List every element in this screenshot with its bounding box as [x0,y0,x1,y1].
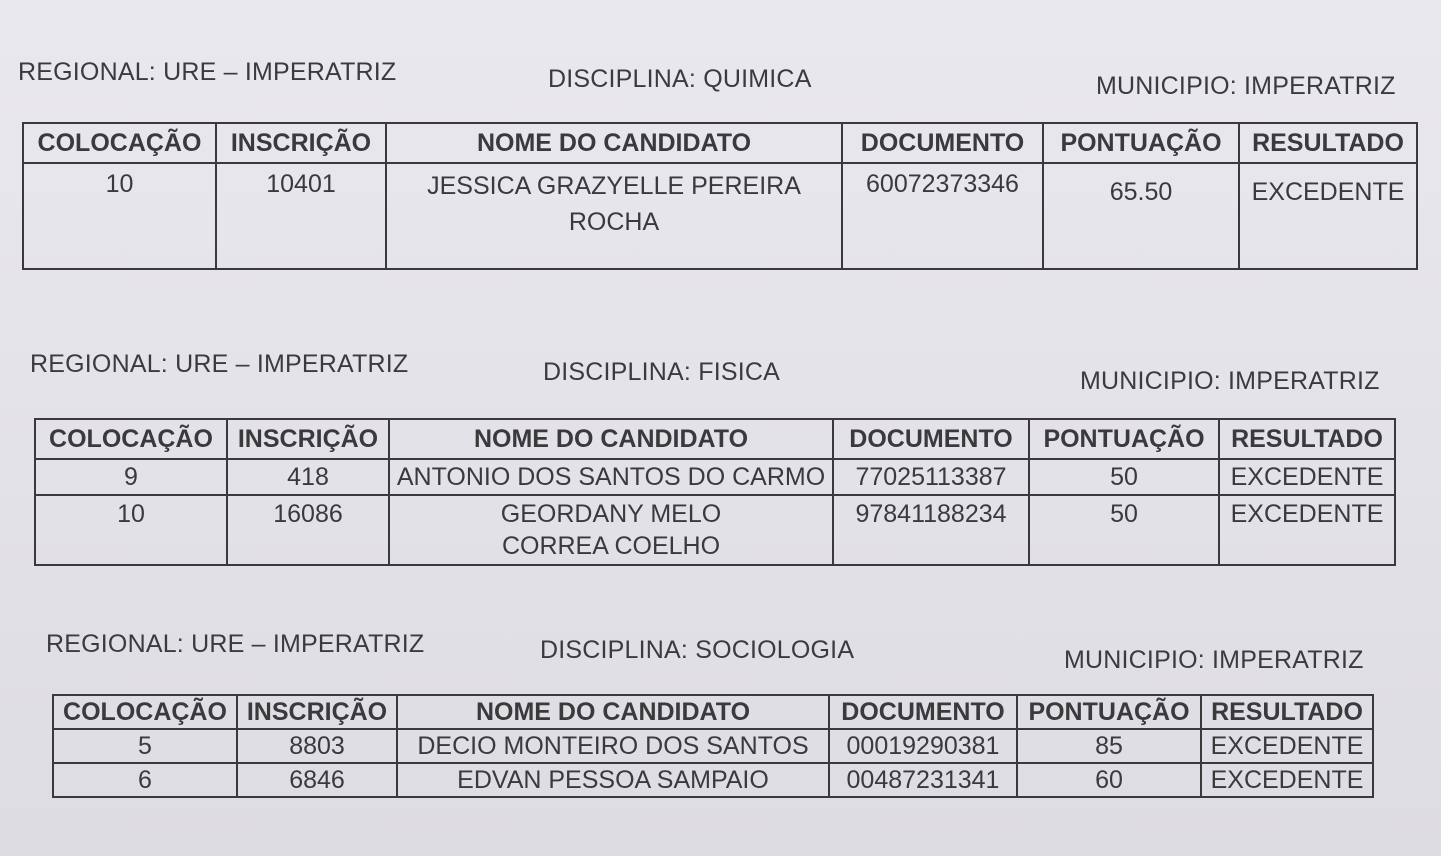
cell-pontuacao: 85 [1017,729,1201,763]
header-documento: DOCUMENTO [842,123,1043,163]
table-header-row [35,419,1395,459]
cell-documento: 00019290381 [829,729,1017,763]
cell-pontuacao: 60 [1017,763,1201,797]
header-resultado: RESULTADO [1219,419,1395,459]
cell-pontuacao: 65.50 [1043,163,1239,269]
results-table-fisica [34,418,1396,566]
cell-nome: GEORDANY MELO CORREA COELHO [389,495,833,565]
table-header-row [23,123,1417,163]
header-pontuacao: PONTUAÇÃO [1017,695,1201,729]
disciplina-label: DISCIPLINA: QUIMICA [548,65,812,93]
cell-nome: ANTONIO DOS SANTOS DO CARMO [389,459,833,495]
cell-pontuacao: 50 [1029,459,1219,495]
cell-colocacao: 10 [23,163,216,269]
header-nome: NOME DO CANDIDATO [397,695,829,729]
table-row [53,729,1373,763]
regional-label: REGIONAL: URE – IMPERATRIZ [46,630,425,658]
header-documento: DOCUMENTO [829,695,1017,729]
cell-documento: 97841188234 [833,495,1029,565]
cell-inscricao: 16086 [227,495,389,565]
cell-colocacao: 9 [35,459,227,495]
header-nome: NOME DO CANDIDATO [389,419,833,459]
table-row [35,495,1395,565]
header-pontuacao: PONTUAÇÃO [1043,123,1239,163]
header-nome: NOME DO CANDIDATO [386,123,842,163]
cell-resultado: EXCEDENTE [1239,163,1417,269]
disciplina-label: DISCIPLINA: FISICA [543,358,780,386]
table-row [23,163,1417,269]
regional-label: REGIONAL: URE – IMPERATRIZ [30,350,409,378]
cell-resultado: EXCEDENTE [1201,729,1373,763]
header-documento: DOCUMENTO [833,419,1029,459]
header-inscricao: INSCRIÇÃO [216,123,386,163]
cell-resultado: EXCEDENTE [1219,495,1395,565]
table-header-row [53,695,1373,729]
table-row [53,763,1373,797]
header-colocacao: COLOCAÇÃO [53,695,237,729]
municipio-label: MUNICIPIO: IMPERATRIZ [1064,646,1364,674]
cell-colocacao: 6 [53,763,237,797]
results-table-sociologia [52,694,1374,798]
cell-documento: 77025113387 [833,459,1029,495]
header-inscricao: INSCRIÇÃO [237,695,397,729]
cell-nome: JESSICA GRAZYELLE PEREIRA ROCHA [386,163,842,269]
cell-nome: DECIO MONTEIRO DOS SANTOS [397,729,829,763]
cell-documento: 00487231341 [829,763,1017,797]
disciplina-label: DISCIPLINA: SOCIOLOGIA [540,636,855,664]
cell-inscricao: 10401 [216,163,386,269]
header-colocacao: COLOCAÇÃO [35,419,227,459]
cell-inscricao: 6846 [237,763,397,797]
municipio-label: MUNICIPIO: IMPERATRIZ [1080,367,1380,395]
cell-colocacao: 10 [35,495,227,565]
results-table-quimica [22,122,1418,270]
header-pontuacao: PONTUAÇÃO [1029,419,1219,459]
header-resultado: RESULTADO [1201,695,1373,729]
table-row [35,459,1395,495]
cell-colocacao: 5 [53,729,237,763]
regional-label: REGIONAL: URE – IMPERATRIZ [18,58,397,86]
header-inscricao: INSCRIÇÃO [227,419,389,459]
cell-documento: 60072373346 [842,163,1043,269]
cell-resultado: EXCEDENTE [1201,763,1373,797]
cell-pontuacao: 50 [1029,495,1219,565]
cell-inscricao: 418 [227,459,389,495]
cell-resultado: EXCEDENTE [1219,459,1395,495]
header-colocacao: COLOCAÇÃO [23,123,216,163]
cell-nome: EDVAN PESSOA SAMPAIO [397,763,829,797]
header-resultado: RESULTADO [1239,123,1417,163]
municipio-label: MUNICIPIO: IMPERATRIZ [1096,72,1396,100]
cell-inscricao: 8803 [237,729,397,763]
